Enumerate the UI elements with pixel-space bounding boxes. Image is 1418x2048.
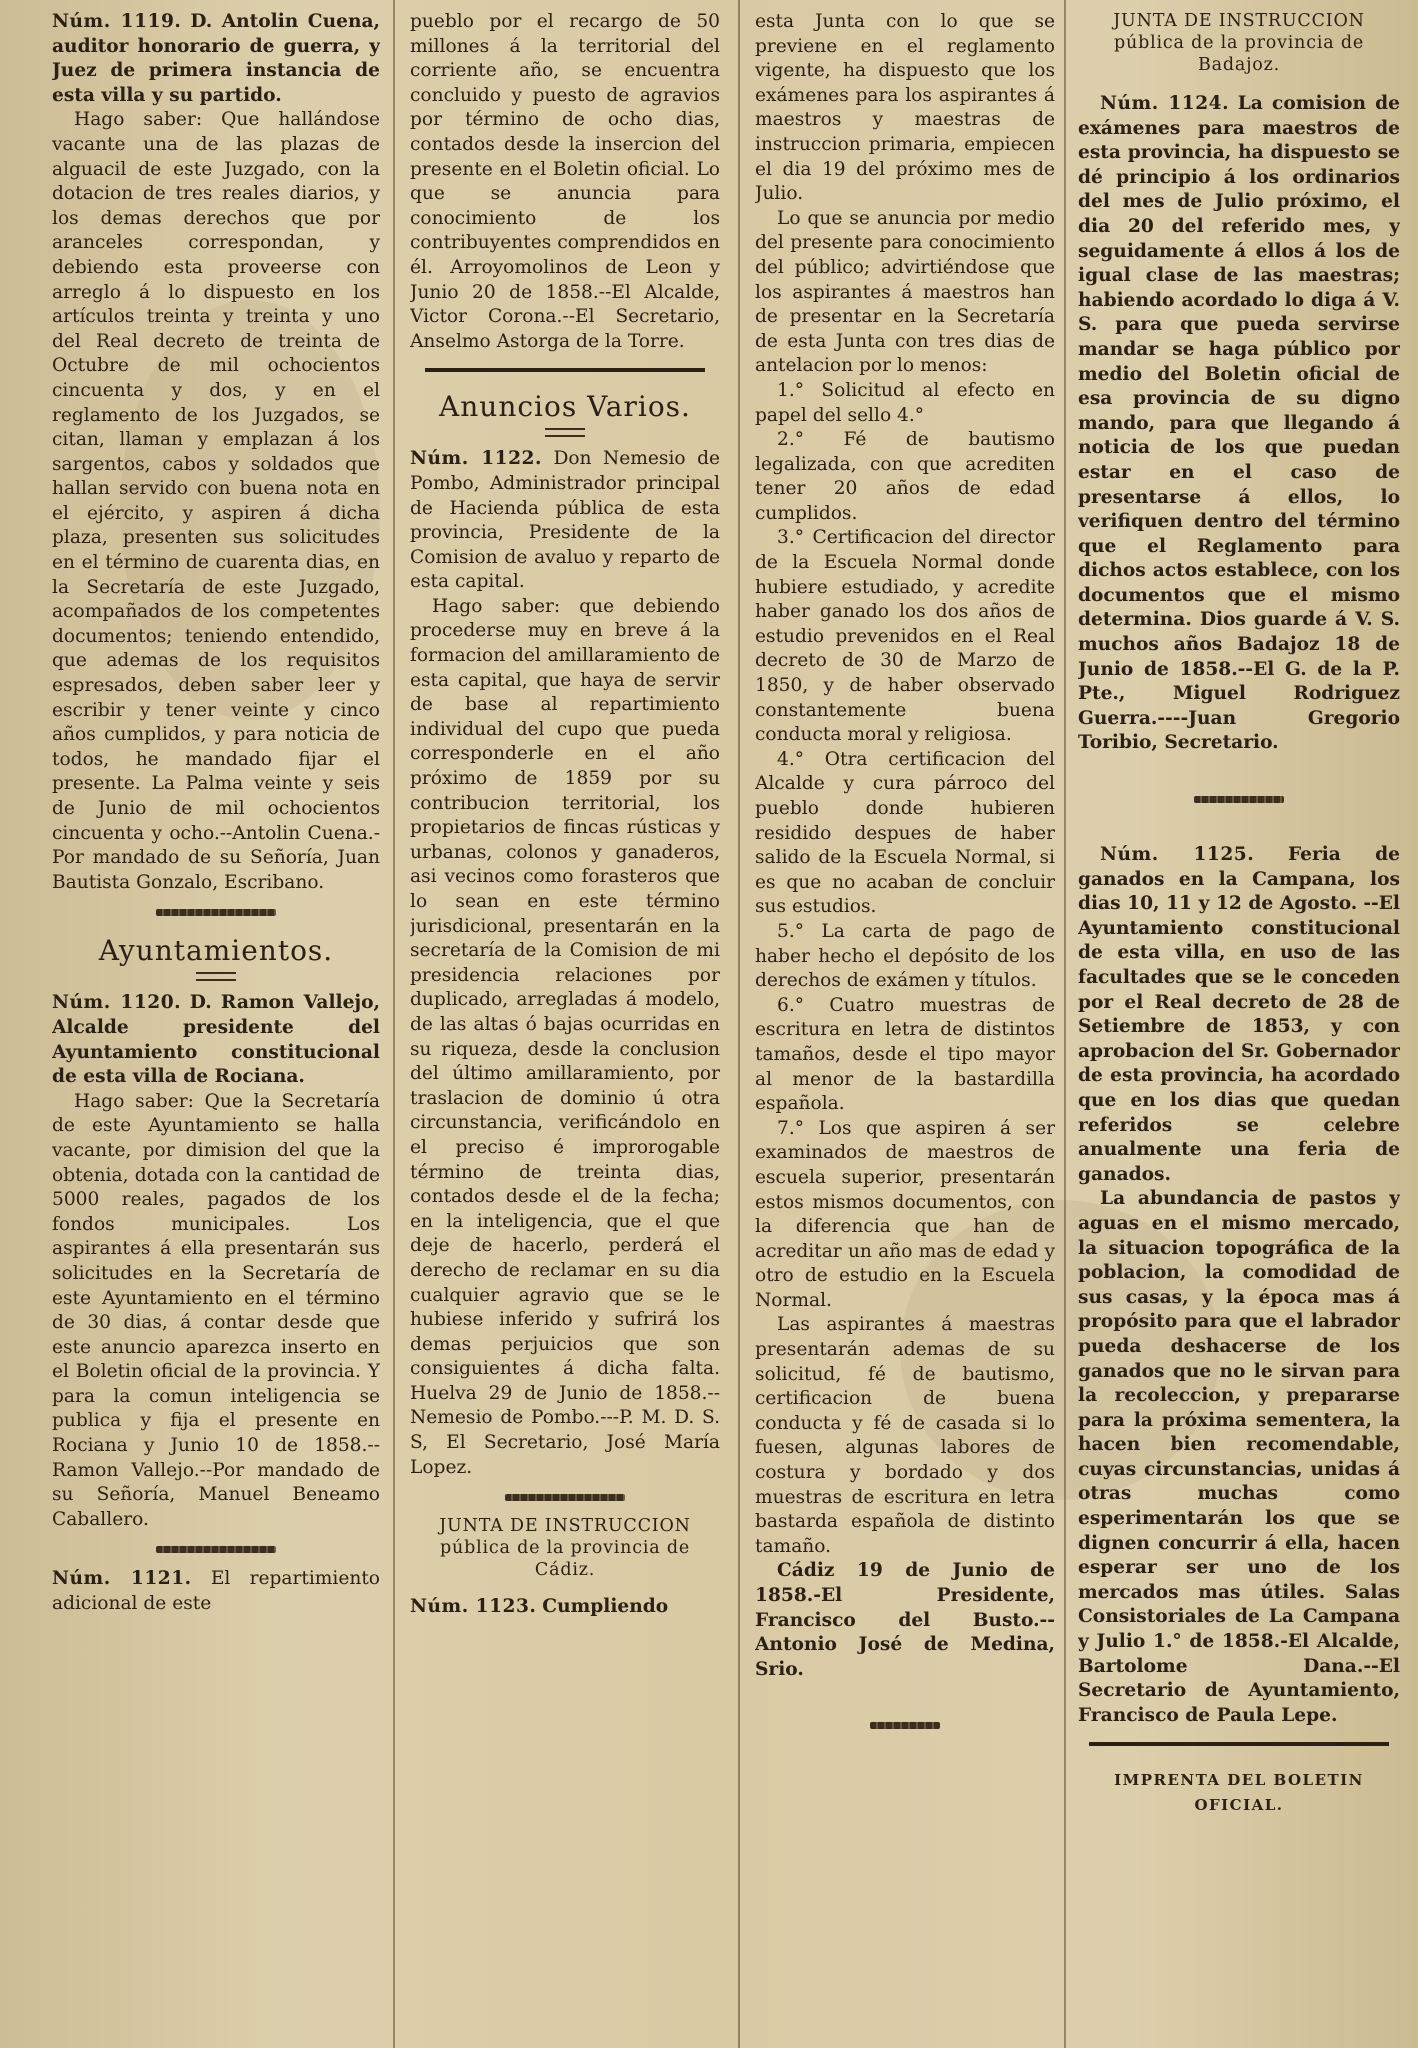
notice-heading: D. Ramon Vallejo, Alcalde presidente del Ayuntamiento constitucional de esta villa de Rociana. (52, 992, 380, 1088)
notice-number: Núm. 1124. (1100, 93, 1230, 114)
notice-1120-body: Hago saber: Que la Secretaría de este Ayuntamiento se halla vacante, por dimision del que la obtenia, dotada con la cantidad de 5000 reales, pagados de los fondos municipales. Los aspirantes á ella presentarán sus solicitudes en la Secretaría de este Ayuntamiento en el término de 30 dias, á contar desde que este anuncio aparezca inserto en el Boletin oficial de la provincia. Y para la comun inteligencia se publica y fija el presente en Rociana y Junio 10 de 1858.--Ramon Vallejo.--Por mandado de su Señoría, Manuel Beneamo Caballero. (52, 1090, 380, 1530)
requirement-item: 5.° La carta de pago de haber hecho el depósito de los derechos de exámen y títulos. (755, 920, 1055, 992)
requirement-item: 2.° Fé de bautismo legalizada, con que acrediten tener 20 años de edad cumplidos. (755, 429, 1055, 524)
notice-1119-header (52, 10, 380, 108)
section-title-anuncios-varios: Anuncios Varios. (439, 390, 691, 424)
column-3 (755, 10, 1055, 2040)
requirement-item: 1.° Solicitud al efecto en papel del sello 4.° (755, 379, 1055, 426)
column-divider (393, 0, 395, 2048)
notice-1125-header (1078, 843, 1400, 1187)
notice-1123-continued: esta Junta con lo que se previene en el reglamento vigente, ha dispuesto que los exámenes para los aspirantes á maestros y maestras de instruccion primaria, empiecen el dia 19 del próximo mes de Julio. (755, 11, 1055, 205)
title-underline (545, 428, 585, 437)
footer-rule (1089, 1742, 1389, 1746)
signature: Cádiz 19 de Junio de 1858.-El Presidente, Francisco del Busto.--Antonio José de Medina, Srio. (755, 1560, 1055, 1680)
notice-number: Núm. 1122. (410, 448, 542, 470)
requirement-item: 3.° Certificacion del director de la Escuela Normal donde hubiere estudiado, y acredite haber ganado los dos años de estudio prevenidos en el Real decreto de 30 de Marzo de 1850, y de haber observado constantemente buena conducta moral y religiosa. (755, 527, 1055, 746)
junta-badajoz-heading: JUNTA DE INSTRUCCION pública de la provincia de Badajoz. (1113, 11, 1365, 75)
notice-1121-continued: pueblo por el recargo de 50 millones á la territorial del corriente año, se encuentra concluido y puesto de agravios por término de ocho dias, contados desde la insercion del presente en el Boletin oficial. Lo que se anuncia para conocimiento de los contribuyentes comprendidos en él. Arroyomolinos de Leon y Junio 20 de 1858.--El Alcalde, Victor Corona.--El Secretario, Anselmo Astorga de la Torre. (410, 11, 720, 352)
column-divider (738, 0, 740, 2048)
notice-1120-header (52, 991, 380, 1089)
notice-1123-start (410, 1595, 720, 1620)
junta-cadiz-heading: JUNTA DE INSTRUCCION pública de la provincia de Cádiz. (439, 1516, 691, 1581)
notice-number: Núm. 1121. (52, 1568, 192, 1590)
ornament-divider (1194, 796, 1284, 803)
notice-1119-body: Hago saber: Que hallándose vacante una de las plazas de alguacil de este Juzgado, con la dotacion de tres reales diarios, y los demas derechos que por aranceles correspondan, y debiendo esta proveerse con arreglo á lo dispuesto en los artículos treinta y treinta y uno del Real decreto de treinta de Octubre de mil ochocientos cincuenta y dos, y en el reglamento de los Juzgados, se citan, llaman y emplazan á los sargentos, cabos y soldados que hallan servido con buena nota en el ejército, y aspiren á dicha plaza, presenten sus solicitudes en el término de cuarenta dias, en la Secretaría de este Juzgado, acompañados de los competentes documentos; teniendo entendido, que ademas de los requisitos espresados, deben saber leer y escribir y tener veinte y cinco años cumplidos, y para noticia de todos, he mandado fijar el presente. La Palma veinte y seis de Junio de mil ochocientos cincuenta y ocho.--Antolin Cuena.-Por mandado de su Señoría, Juan Bautista Gonzalo, Escribano. (52, 109, 380, 893)
notice-text: Cumpliendo (542, 1596, 669, 1618)
title-underline (196, 972, 236, 981)
notice-1122-header (410, 447, 720, 595)
notice-1121-start (52, 1567, 380, 1616)
printer-imprint: IMPRENTA DEL BOLETIN OFICIAL. (1114, 1771, 1364, 1814)
requirement-item: 6.° Cuatro muestras de escritura en letra de distintos tamaños, desde el tipo mayor al menor de la bastardilla española. (755, 994, 1055, 1115)
maestras-paragraph: Las aspirantes á maestras presentarán ademas de su solicitud, fé de bautismo, certificacion de buena conducta y fé de casada si lo fuesen, algunas labores de costura y bordado y dos muestras de escritura en letra bastarda española de distinto tamaño. (755, 1314, 1055, 1557)
notice-heading: D. Antolin Cuena, auditor honorario de guerra, y Juez de primera instancia de esta villa y su partido. (52, 11, 380, 106)
ornament-divider (870, 1722, 940, 1729)
notice-1124 (1078, 92, 1400, 756)
requirement-item: 4.° Otra certificacion del Alcalde y cura párroco del pueblo donde hubieren residido despues de haber salido de la Escuela Normal, si es que no acaban de concluir sus estudios. (755, 748, 1055, 918)
notice-number: Núm. 1120. (52, 992, 182, 1014)
section-title-ayuntamientos: Ayuntamientos. (98, 934, 334, 968)
ornament-divider (156, 909, 276, 916)
ornament-divider (505, 1494, 625, 1501)
notice-1125-paragraph: La abundancia de pastos y aguas en el mismo mercado, la situacion topográfica de la poblacion, la comodidad de sus casas, y la época mas á propósito para que el labrador pueda deshacerse de los ganados que no le sirvan para la recoleccion, y prepararse para la próxima sementera, la hacen bien recomendable, cuyas circunstancias, unidas á otras muchas como esperimentarán los que se dignen concurrir á ella, hacen esperar ser uno de los mercados mas útiles. Salas Consistoriales de La Campana y Julio 1.° de 1858.-El Alcalde, Bartolome Dana.--El Secretario de Ayuntamiento, Francisco de Paula Lepe. (1078, 1188, 1400, 1726)
notice-text: La comision de exámenes para maestros de esta provincia, ha dispuesto se dé principio á los ordinarios del mes de Julio próximo, el dia 20 del referido mes, y seguidamente á ellos á los de igual clase de las maestras; habiendo acordado lo diga á V. S. para que pueda servirse mandar se haga público por medio del Boletin oficial de esa provincia de su digno mando, para que llegando á noticia de los que puedan estar en el caso de presentarse á ellos, lo verifiquen dentro del término que el Reglamento para dichos actos establece, con los documentos que el mismo determina. Dios guarde á V. S. muchos años Badajoz 18 de Junio de 1858.--El G. de la P. Pte., Miguel Rodriguez Guerra.----Juan Gregorio Toribio, Secretario. (1078, 93, 1400, 754)
requirement-item: 7.° Los que aspiren á ser examinados de maestros de escuela superior, presentarán estos mismos documentos, con la diferencia que han de acreditar un año mas de edad y otro de estudio en la Escuela Normal. (755, 1117, 1055, 1311)
notice-1122-body: Hago saber: que debiendo procederse muy en breve á la formacion del amillaramiento de esta capital, que haya de servir de base al repartimiento individual del cupo que pueda corresponderle en el año próximo de 1859 por su contribucion territorial, los propietarios de fincas rústicas y urbanas, colonos y ganaderos, asi vecinos como forasteros que lo sean en este término jurisdicional, presentarán en la secretaría de la Comision de mi presidencia relaciones por duplicado, arregladas á modelo, de las altas ó bajas ocurridas en su riqueza, desde la conclusion del último amillaramiento, por traslacion de dominio ú otra circunstancia, verificándolo en el preciso é improrogable término de treinta dias, contados desde el de la fecha; en la inteligencia, que el que deje de hacerlo, perderá el derecho de reclamar en su dia cualquier agravio que se le hubiese inferido y sufrirá los demas perjuicios que son consiguientes á dicha falta. Huelva 29 de Junio de 1858.--Nemesio de Pombo.---P. M. D. S. S, El Secretario, José María Lopez. (410, 595, 720, 1478)
notice-number: Núm. 1125. (1100, 844, 1255, 866)
ornament-divider (156, 1546, 276, 1553)
column-divider (1064, 0, 1066, 2048)
thick-rule (425, 368, 705, 372)
notice-heading: Feria de ganados en la Campana, los dias 10, 11 y 12 de Agosto. (1078, 844, 1400, 915)
column-4 (1078, 10, 1400, 2040)
notice-number: Núm. 1123. (410, 1596, 537, 1618)
notice-text: El repartimiento adicional de este (52, 1568, 380, 1615)
notice-text: --El Ayuntamiento constitucional de esta villa, en uso de las facultades que se le conceden por el Real decreto de 28 de Setiembre de 1853, y con aprobacion del Sr. Gobernador de esta provincia, ha acordado que en los dias que quedan referidos se celebre anualmente una feria de ganados. (1078, 893, 1400, 1185)
column-1 (52, 10, 380, 2040)
notice-heading: Don Nemesio de Pombo, Administrador principal de Hacienda pública de esta provincia, Presidente de la Comision de avaluo y reparto de esta capital. (410, 448, 720, 593)
column-2 (410, 10, 720, 2040)
notice-1123-paragraph: Lo que se anuncia por medio del presente para conocimiento del público; advirtiéndose que los aspirantes á maestros han de presentar en la Secretaría de esta Junta con tres dias de antelacion por lo menos: (755, 207, 1055, 377)
notice-number: Núm. 1119. (52, 11, 182, 32)
